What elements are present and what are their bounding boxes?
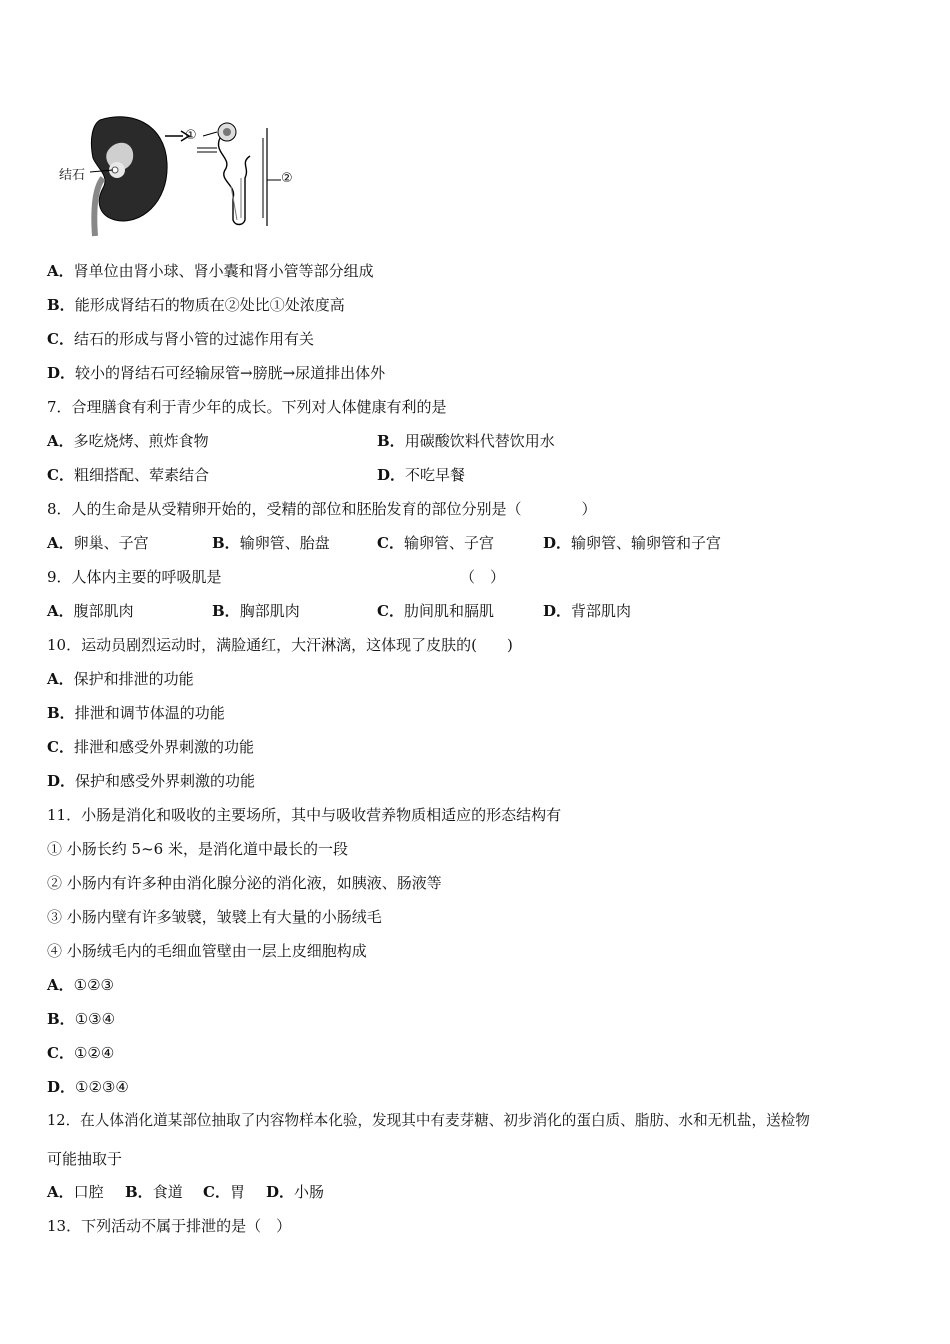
q8-option-a: A．卵巢、子宫 bbox=[47, 534, 149, 552]
q12-option-a: A．口腔 bbox=[47, 1183, 104, 1201]
q13-stem: 13．下列活动不属于排泄的是（ ） bbox=[47, 1217, 292, 1235]
q12-stem-line2: 可能抽取于 bbox=[47, 1150, 123, 1168]
q10-stem: 10．运动员剧烈运动时，满脸通红，大汗淋漓，这体现了皮肤的( ) bbox=[47, 636, 513, 654]
q11-option-d: D．①②③④ bbox=[47, 1078, 129, 1096]
q11-statement-4: ④ 小肠绒毛内的毛细血管壁由一层上皮细胞构成 bbox=[47, 942, 367, 960]
q7-option-c: C．粗细搭配、荤素结合 bbox=[47, 466, 209, 484]
q8-option-c: C．输卵管、子宫 bbox=[377, 534, 494, 552]
q7-stem: 7．合理膳食有利于青少年的成长。下列对人体健康有利的是 bbox=[47, 398, 447, 416]
q7-option-b: B．用碳酸饮料代替饮用水 bbox=[377, 432, 555, 450]
q9-option-c: C．肋间肌和膈肌 bbox=[377, 602, 494, 620]
q12-option-c: C．胃 bbox=[203, 1183, 245, 1201]
q11-option-b: B．①③④ bbox=[47, 1010, 116, 1028]
q8-stem: 8．人的生命是从受精卵开始的，受精的部位和胚胎发育的部位分别是（ ） bbox=[47, 500, 597, 518]
q9-option-b: B．胸部肌肉 bbox=[212, 602, 300, 620]
kidney-diagram bbox=[55, 108, 300, 238]
q9-option-a: A．腹部肌肉 bbox=[47, 602, 134, 620]
label-1: ① bbox=[185, 128, 197, 143]
kidney-nephron-figure bbox=[55, 108, 300, 238]
q7-option-d: D．不吃早餐 bbox=[377, 466, 466, 484]
q8-option-b: B．输卵管、胎盘 bbox=[212, 534, 330, 552]
q9-bracket: （ ） bbox=[460, 568, 506, 586]
q11-option-a: A．①②③ bbox=[47, 976, 114, 994]
q6-option-d: D．较小的肾结石可经输尿管→膀胱→尿道排出体外 bbox=[47, 364, 386, 382]
q10-option-b: B．排泄和调节体温的功能 bbox=[47, 704, 225, 722]
q6-option-a: A．肾单位由肾小球、肾小囊和肾小管等部分组成 bbox=[47, 262, 374, 280]
q11-option-c: C．①②④ bbox=[47, 1044, 115, 1062]
q10-option-a: A．保护和排泄的功能 bbox=[47, 670, 194, 688]
q10-option-c: C．排泄和感受外界刺激的功能 bbox=[47, 738, 254, 756]
q8-option-d: D．输卵管、输卵管和子宫 bbox=[543, 534, 722, 552]
q9-stem: 9．人体内主要的呼吸肌是 bbox=[47, 568, 222, 586]
q11-statement-3: ③ 小肠内壁有许多皱襞，皱襞上有大量的小肠绒毛 bbox=[47, 908, 382, 926]
label-2: ② bbox=[281, 171, 293, 186]
q12-option-d: D．小肠 bbox=[266, 1183, 325, 1201]
q7-option-a: A．多吃烧烤、煎炸食物 bbox=[47, 432, 209, 450]
q12-stem-line1: 12．在人体消化道某部位抽取了内容物样本化验，发现其中有麦芽糖、初步消化的蛋白质、脂肪、水和无机盐，送检物 bbox=[47, 1112, 810, 1129]
q9-option-d: D．背部肌肉 bbox=[543, 602, 632, 620]
q11-statement-1: ① 小肠长约 5~6 米，是消化道中最长的一段 bbox=[47, 840, 348, 858]
q12-option-b: B．食道 bbox=[125, 1183, 183, 1201]
q10-option-d: D．保护和感受外界刺激的功能 bbox=[47, 772, 256, 790]
q6-option-b: B．能形成肾结石的物质在②处比①处浓度高 bbox=[47, 296, 345, 314]
q11-statement-2: ② 小肠内有许多种由消化腺分泌的消化液，如胰液、肠液等 bbox=[47, 874, 442, 892]
q11-stem: 11．小肠是消化和吸收的主要场所，其中与吸收营养物质相适应的形态结构有 bbox=[47, 806, 562, 824]
q6-option-c: C．结石的形成与肾小管的过滤作用有关 bbox=[47, 330, 314, 348]
stone-label: 结石 bbox=[59, 168, 86, 183]
